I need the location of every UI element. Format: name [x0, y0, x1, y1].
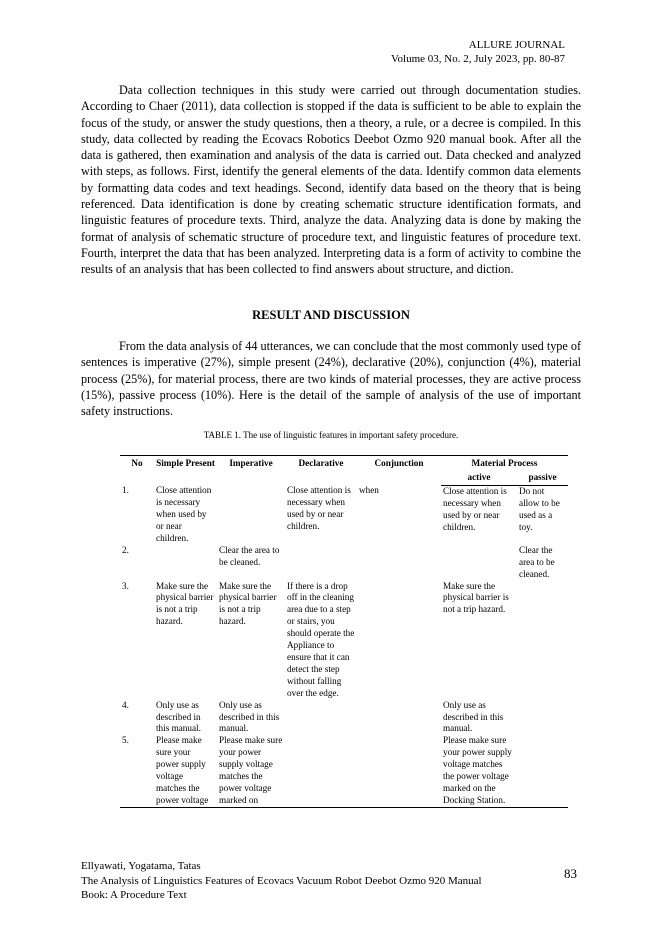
header-no: No	[120, 456, 154, 486]
cell-passive: Clear the area to be cleaned.	[519, 544, 555, 579]
header-passive: passive	[517, 471, 568, 485]
cell-active: Make sure the physical barrier is not a trip hazard.	[443, 580, 509, 615]
cell-declarative	[285, 545, 357, 581]
journal-volume: Volume 03, No. 2, July 2023, pp. 80-87	[391, 53, 565, 65]
cell-declarative: If there is a drop off in the cleaning area due to a step or stairs, you should operate the Appliance to ensure that it can detect the step without falling over the edge.	[287, 580, 355, 698]
cell-no: 4.	[122, 699, 129, 710]
header-imperative: Imperative	[217, 456, 285, 486]
table-row	[120, 485, 568, 545]
paragraph-data-collection: Data collection techniques in this study were carried out through documentation studies. According to Chaer (2011), data collection is stopped if the data is sufficient to be able to explain the focus of the study, or answer the study questions, then a theory, a rule, or a decree is compiled. In this study, data collected by reading the Ecovacs Robotics Deebot Ozmo 920 manual book. After all the data is gathered, then examination and analysis of the data is carried out. Data checked and analyzed with steps, as follows. First, identify the general elements of the data. Identify common data elements by formatting data codes and text headings. Second, identify data based on the theory that is being referenced. Data identification is done by creating schematic structure identification formats, and linguistic features of procedure texts. Third, analyze the data. Analyzing data is done by making the format of analysis of schematic structure of procedure text, and linguistic features of procedure text. Fourth, interpret the data that has been analyzed. Interpreting data is a form of activity to combine the results of an analysis that has been collected to find answers about structure, and diction.	[81, 83, 581, 277]
cell-declarative: Close attention is necessary when used by or near children.	[287, 485, 351, 532]
cell-simple-present: Close attention is necessary when used by or near children.	[156, 485, 212, 543]
cell-imperative: Make sure the physical barrier is not a trip hazard.	[219, 580, 277, 627]
cell-conjunction	[357, 735, 441, 807]
cell-imperative: Please make sure your power supply voltage matches the power voltage marked on	[217, 735, 285, 807]
header-conjunction: Conjunction	[357, 456, 441, 486]
cell-passive: Do not allow to be used as a toy.	[519, 485, 560, 532]
cell-conjunction	[357, 581, 441, 700]
table-caption: TABLE 1. The use of linguistic features in important safety procedure.	[203, 430, 459, 440]
cell-active: Close attention is necessary when used by or near children.	[443, 485, 507, 532]
cell-no: 5.	[120, 735, 154, 807]
table-row	[120, 581, 568, 700]
footer-authors: Ellyawati, Yogatama, Tatas	[81, 860, 201, 872]
cell-conjunction	[357, 545, 441, 581]
header-declarative: Declarative	[285, 456, 357, 486]
table-row	[120, 700, 568, 736]
cell-declarative	[285, 735, 357, 807]
page-number: 83	[564, 866, 577, 881]
cell-active: Only use as described in this manual.	[443, 699, 504, 734]
cell-no: 1.	[122, 485, 129, 496]
header-material-process: Material Process	[441, 456, 568, 471]
footer-title-line1: The Analysis of Linguistics Features of Ecovacs Vacuum Robot Deebot Ozmo 920 Manual	[81, 874, 482, 887]
cell-passive	[517, 700, 568, 736]
footer-title-line2: Book: A Procedure Text	[81, 889, 187, 901]
cell-active	[441, 545, 517, 581]
cell-active: Please make sure your power supply voltage matches the power voltage marked on the Docking Station.	[441, 735, 517, 807]
header-simple-present: Simple Present	[154, 456, 217, 486]
table-row	[120, 735, 568, 807]
cell-imperative: Only use as described in this manual.	[219, 699, 280, 734]
cell-no: 2.	[122, 544, 129, 555]
cell-simple-present	[154, 545, 217, 581]
cell-simple-present: Make sure the physical barrier is not a trip hazard.	[156, 580, 214, 627]
cell-simple-present: Please make sure your power supply voltage matches the power voltage	[154, 735, 217, 807]
cell-declarative	[285, 700, 357, 736]
linguistic-features-table	[120, 455, 568, 808]
header-active: active	[441, 471, 517, 485]
cell-imperative	[217, 485, 285, 545]
cell-conjunction	[357, 700, 441, 736]
paragraph-results: From the data analysis of 44 utterances, we can conclude that the most commonly used type of sentences is imperative (27%), simple present (24%), declarative (20%), conjunction (4%), material process (25%), for material process, there are two kinds of material processes, they are active process (15%), passive process (10%). Here is the detail of the sample of analysis of the use of important safety instructions.	[81, 339, 581, 419]
cell-conjunction: when	[359, 485, 379, 496]
cell-passive	[517, 735, 568, 807]
cell-passive	[517, 581, 568, 700]
cell-no: 3.	[122, 580, 129, 591]
page-footer	[81, 859, 482, 903]
cell-imperative: Clear the area to be cleaned.	[219, 544, 280, 567]
journal-name: ALLURE JOURNAL	[468, 39, 565, 51]
section-title: RESULT AND DISCUSSION	[252, 308, 410, 322]
table-header-row	[120, 456, 568, 471]
table-row	[120, 545, 568, 581]
cell-simple-present: Only use as described in this manual.	[156, 699, 201, 734]
